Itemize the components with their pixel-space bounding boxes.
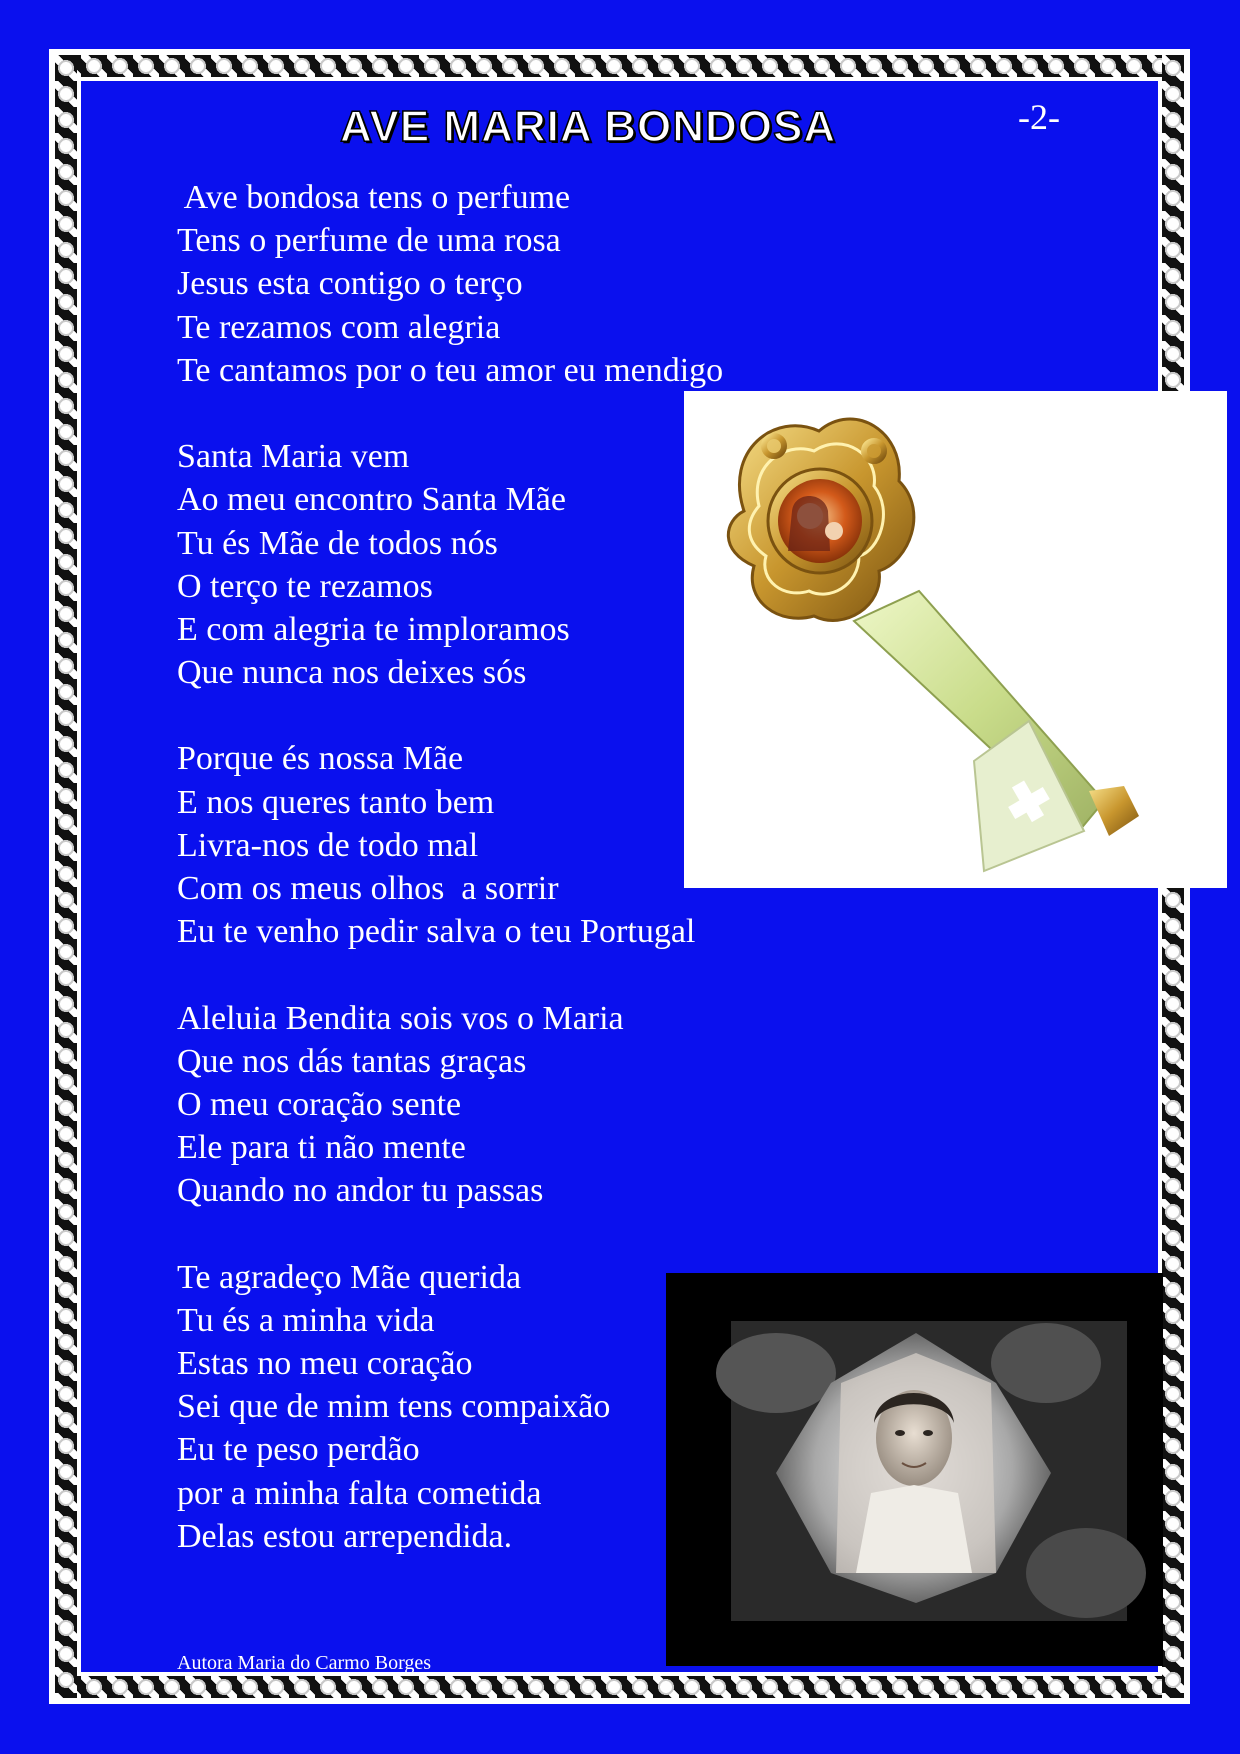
poem-line: Eu te peso perdão <box>177 1431 420 1469</box>
poem-line: Com os meus olhos a sorrir <box>177 870 559 907</box>
portrait-photo <box>666 1273 1163 1666</box>
poem-line: Tens o perfume de uma rosa <box>177 222 561 260</box>
poem-line: por a minha falta cometida <box>177 1474 542 1512</box>
poem-line: Ave bondosa tens o perfume <box>177 179 571 216</box>
poem-line: E nos queres tanto bem <box>177 783 495 821</box>
rosary-key-icon <box>684 391 1227 888</box>
page-title: AVE MARIA BONDOSA <box>340 102 837 151</box>
portrait-in-rose-icon <box>666 1273 1163 1666</box>
poem-line: Tu és Mãe de todos nós <box>177 524 498 562</box>
key-image <box>684 391 1227 888</box>
poem-line: Santa Maria vem <box>177 438 410 476</box>
poem-line: Porque és nossa Mãe <box>177 740 464 778</box>
poem-line: Ao meu encontro Santa Mãe <box>177 481 566 519</box>
poem-line: Te cantamos por o teu amor eu mendigo <box>177 351 724 389</box>
page-number: -2- <box>1018 97 1060 137</box>
poem-line: Eu te venho pedir salva o teu Portugal <box>177 913 696 951</box>
poem-line: O meu coração sente <box>177 1085 462 1123</box>
poem-line: Aleluia Bendita sois vos o Maria <box>177 999 624 1037</box>
poem-line: Sei que de mim tens compaixão <box>177 1388 611 1426</box>
poem-line: Que nunca nos deixes sós <box>177 654 527 692</box>
poem-line: E com alegria te imploramos <box>177 610 570 648</box>
decorative-border-bottom <box>55 1676 1184 1698</box>
poem-line: Quando no andor tu passas <box>177 1172 544 1210</box>
poem-line: Livra-nos de todo mal <box>177 826 479 864</box>
decorative-border-left <box>55 55 77 1698</box>
poem-line: Que nos dás tantas graças <box>177 1042 527 1080</box>
poem-line: Jesus esta contigo o terço <box>177 265 523 303</box>
poem-line: Estas no meu coração <box>177 1345 473 1383</box>
stanza-gap <box>177 1213 817 1256</box>
poem-line: Te rezamos com alegria <box>177 308 501 346</box>
poem-line: Tu és a minha vida <box>177 1301 435 1339</box>
poem-line: O terço te rezamos <box>177 567 433 605</box>
author-credit: Autora Maria do Carmo Borges <box>177 1652 432 1674</box>
poem-line: Te agradeço Mãe querida <box>177 1258 522 1296</box>
poem-line: Delas estou arrependida. <box>177 1517 513 1555</box>
poem-line: Ele para ti não mente <box>177 1129 466 1167</box>
stanza-gap <box>177 953 817 996</box>
decorative-border-top <box>55 55 1184 77</box>
